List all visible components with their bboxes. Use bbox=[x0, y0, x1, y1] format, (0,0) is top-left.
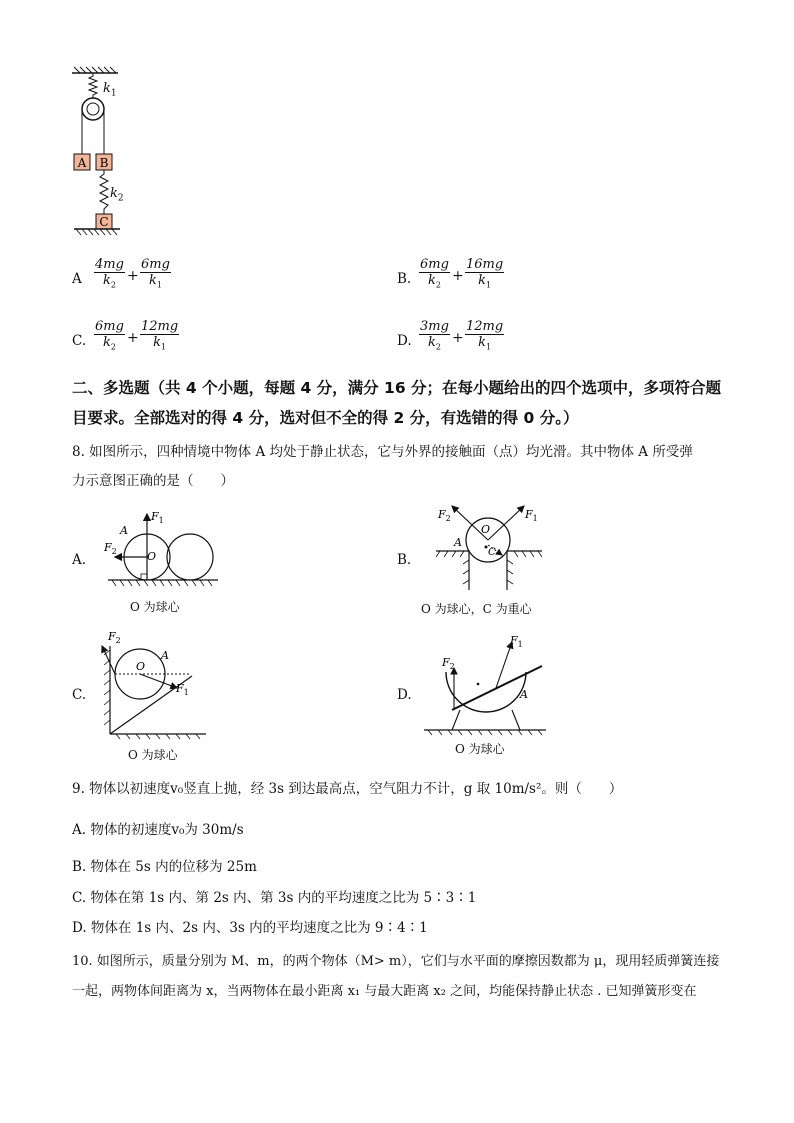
option-label: D. bbox=[397, 333, 412, 349]
a-label: A bbox=[454, 536, 462, 549]
f2-label: $F_2$ bbox=[438, 508, 451, 523]
f1-label: $F_1$ bbox=[151, 510, 164, 525]
f1-label: $F_1$ bbox=[525, 508, 538, 523]
option-label: A bbox=[72, 271, 82, 287]
k1-label: $k_1$ bbox=[103, 81, 117, 99]
q10-stem-line-1: 10. 如图所示，质量分别为 M、m，的两个物体（M> m），它们与水平面的摩擦因数都为 μ，现用轻质弹簧连接 bbox=[72, 954, 720, 969]
f2-label: $F_2$ bbox=[104, 541, 117, 556]
fraction-term-2: $\frac{6mg}{k_1}$ bbox=[141, 257, 170, 290]
option-label: C. bbox=[72, 687, 87, 703]
f2-label: $F_2$ bbox=[108, 630, 121, 645]
f2-label: $F_2$ bbox=[442, 656, 455, 671]
q8-caption-c: O 为球心 bbox=[128, 748, 178, 762]
q9-stem: 9. 物体以初速度v₀竖直上抛，经 3s 到达最高点，空气阻力不计，g 取 10m/s²。则（ ） bbox=[72, 781, 623, 797]
fraction-term-2: $\frac{16mg}{k_1}$ bbox=[466, 257, 504, 290]
q8-caption-b: O 为球心，C 为重心 bbox=[421, 602, 532, 616]
c-label: C bbox=[488, 547, 496, 558]
q9-option-b[interactable]: B. 物体在 5s 内的位移为 25m bbox=[72, 859, 257, 875]
q9-option-a[interactable]: A. 物体的初速度v₀为 30m/s bbox=[72, 822, 244, 838]
a-label: A bbox=[120, 524, 128, 537]
q8-figure-c bbox=[94, 628, 212, 740]
option-label: B. bbox=[397, 552, 412, 568]
q8-stem-line-2: 力示意图正确的是（ ） bbox=[72, 473, 234, 489]
a-label: A bbox=[161, 649, 169, 662]
block-c-label: C bbox=[99, 215, 109, 229]
q8-figure-a bbox=[100, 504, 225, 592]
option-label: C. bbox=[72, 333, 87, 349]
q8-figure-d bbox=[420, 630, 550, 736]
option-label: D. bbox=[397, 687, 412, 703]
a-label: A bbox=[520, 688, 528, 701]
q10-stem-line-2: 一起，两物体间距离为 x，当两物体在最小距离 x₁ 与最大距离 x₂ 之间，均能保持静止状态 . 已知弹簧形变在 bbox=[72, 984, 697, 999]
q8-caption-a: O 为球心 bbox=[130, 600, 180, 614]
fraction-term-1: $\frac{6mg}{k_2}$ bbox=[95, 319, 124, 352]
q7-spring-pulley-figure bbox=[68, 66, 128, 242]
fraction-term-1: $\frac{4mg}{k_2}$ bbox=[95, 257, 124, 290]
f1-label: $F_1$ bbox=[176, 682, 189, 697]
q9-option-d[interactable]: D. 物体在 1s 内、2s 内、3s 内的平均速度之比为 9∶4∶1 bbox=[72, 920, 428, 936]
block-a-label: A bbox=[77, 156, 87, 170]
q9-option-c[interactable]: C. 物体在第 1s 内、第 2s 内、第 3s 内的平均速度之比为 5∶3∶1 bbox=[72, 890, 477, 906]
fraction-term-1: $\frac{3mg}{k_2}$ bbox=[420, 319, 449, 352]
section-heading-line-1: 二、多选题（共 4 个小题，每题 4 分，满分 16 分；在每小题给出的四个选项中，多项符合题 bbox=[72, 379, 722, 397]
fraction-term-2: $\frac{12mg}{k_1}$ bbox=[466, 319, 504, 352]
o-label: O bbox=[481, 523, 491, 536]
q8-stem-line-1: 8. 如图所示，四种情境中物体 A 均处于静止状态，它与外界的接触面（点）均光滑。其中物体 A 所受弹 bbox=[72, 444, 693, 460]
k2-label: $k_2$ bbox=[110, 186, 124, 204]
o-label: O bbox=[136, 660, 146, 673]
fraction-term-1: $\frac{6mg}{k_2}$ bbox=[420, 257, 449, 290]
fraction-term-2: $\frac{12mg}{k_1}$ bbox=[141, 319, 179, 352]
section-heading-line-2: 目要求。全部选对的得 4 分，选对但不全的得 2 分，有选错的得 0 分。） bbox=[72, 409, 579, 427]
option-label: A. bbox=[72, 552, 87, 568]
q8-figure-b bbox=[430, 500, 550, 592]
block-b-label: B bbox=[99, 156, 109, 170]
o-label: O bbox=[147, 550, 157, 563]
q8-caption-d: O 为球心 bbox=[455, 742, 505, 756]
f1-label: $F_1$ bbox=[510, 634, 523, 649]
option-label: B. bbox=[397, 271, 412, 287]
